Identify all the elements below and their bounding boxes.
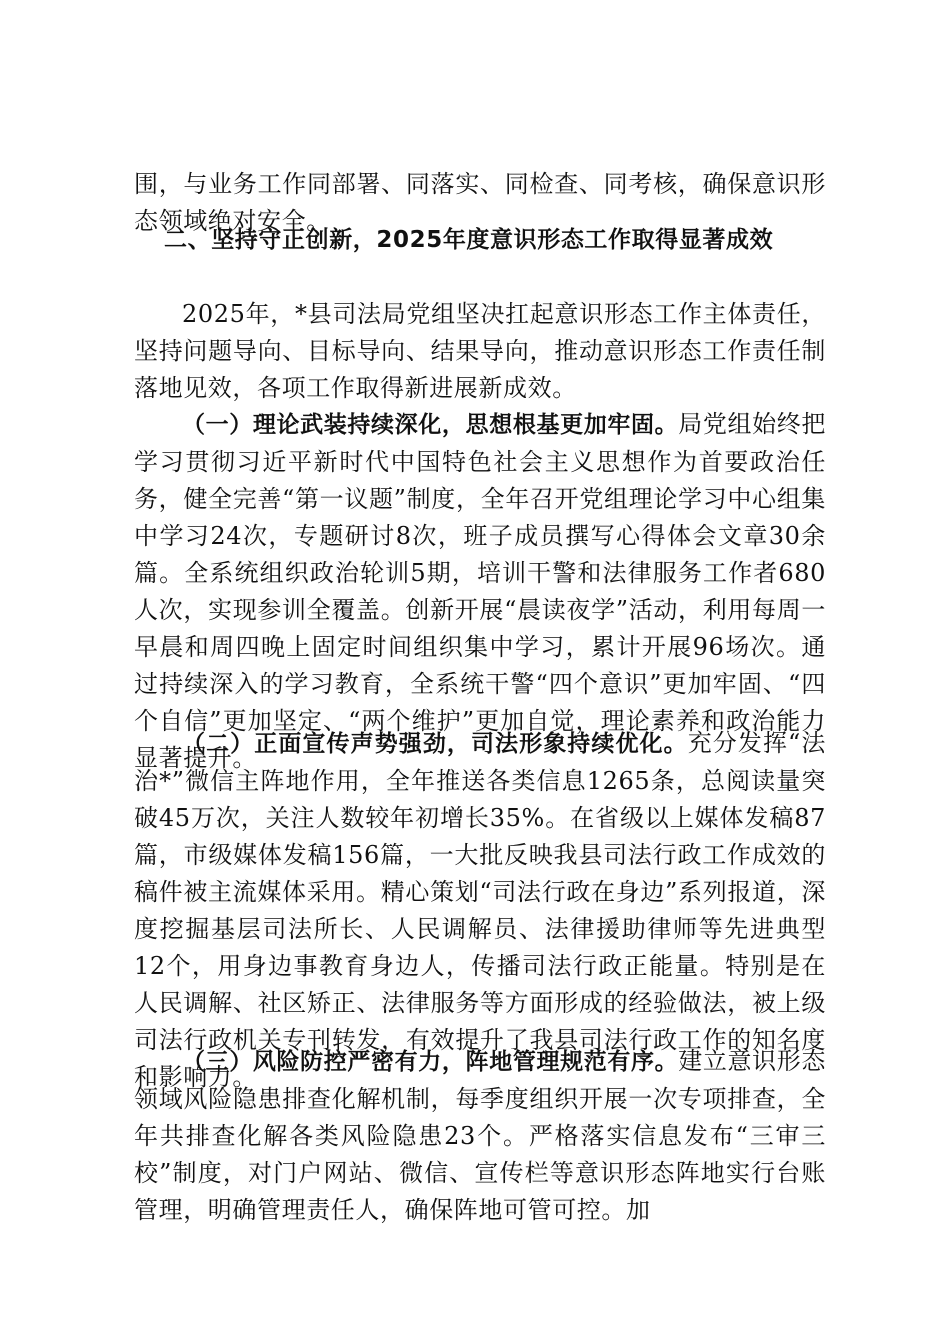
subsection-paragraph-2 [134,725,826,1096]
intro-paragraph: 2025年，*县司法局党组坚决扛起意识形态工作主体责任，坚持问题导向、目标导向、结果导向，推动意识形态工作责任制落地见效，各项工作取得新进展新成效。 [134,300,826,402]
subsection-body-1: 局党组始终把学习贯彻习近平新时代中国特色社会主义思想作为首要政治任务，健全完善“第一议题”制度，全年召开党组理论学习中心组集中学习24次，专题研讨8次，班子成员撰写心得体会文章30余篇。全系统组织政治轮训5期，培训干警和法律服务工作者680人次，实现参训全覆盖。创新开展“晨读夜学”活动，利用每周一早晨和周四晚上固定时间组织集中学习，累计开展96场次。通过持续深入的学习教育，全系统干警“四个意识”更加牢固、“四个自信”更加坚定、“两个维护”更加自觉，理论素养和政治能力显著提升。 [134,410,826,772]
subsection-paragraph-3 [134,1043,826,1229]
subsection-lead-2: （二）正面宣传声势强劲，司法形象持续优化。 [182,731,688,757]
subsection-lead-3: （三）风险防控严密有力，阵地管理规范有序。 [182,1049,679,1075]
subsection-lead-1: （一）理论武装持续深化，思想根基更加牢固。 [182,412,679,438]
subsection-paragraph-1 [134,406,826,777]
subsection-body-2: 充分发挥“法治*”微信主阵地作用，全年推送各类信息1265条，总阅读量突破45万次，关注人数较年初增长35%。在省级以上媒体发稿87篇，市级媒体发稿156篇，一大批反映我县司法行政工作成效的稿件被主流媒体采用。精心策划“司法行政在身边”系列报道，深度挖掘基层司法所长、人民调解员、法律援助律师等先进典型12个，用身边事教育身边人，传播司法行政正能量。特别是在人民调解、社区矫正、法律服务等方面形成的经验做法，被上级司法行政机关专刊转发，有效提升了我县司法行政工作的知名度和影响力。 [134,729,826,1091]
continuation-paragraph: 围，与业务工作同部署、同落实、同检查、同考核，确保意识形态领域绝对安全。 [134,170,826,235]
section-heading: 二、坚持守正创新，2025年度意识形态工作取得显著成效 [164,227,774,253]
subsection-body-3: 建立意识形态领域风险隐患排查化解机制，每季度组织开展一次专项排查，全年共排查化解各类风险隐患23个。严格落实信息发布“三审三校”制度，对门户网站、微信、宣传栏等意识形态阵地实行台账管理，明确管理责任人，确保阵地可管可控。加 [134,1047,826,1224]
